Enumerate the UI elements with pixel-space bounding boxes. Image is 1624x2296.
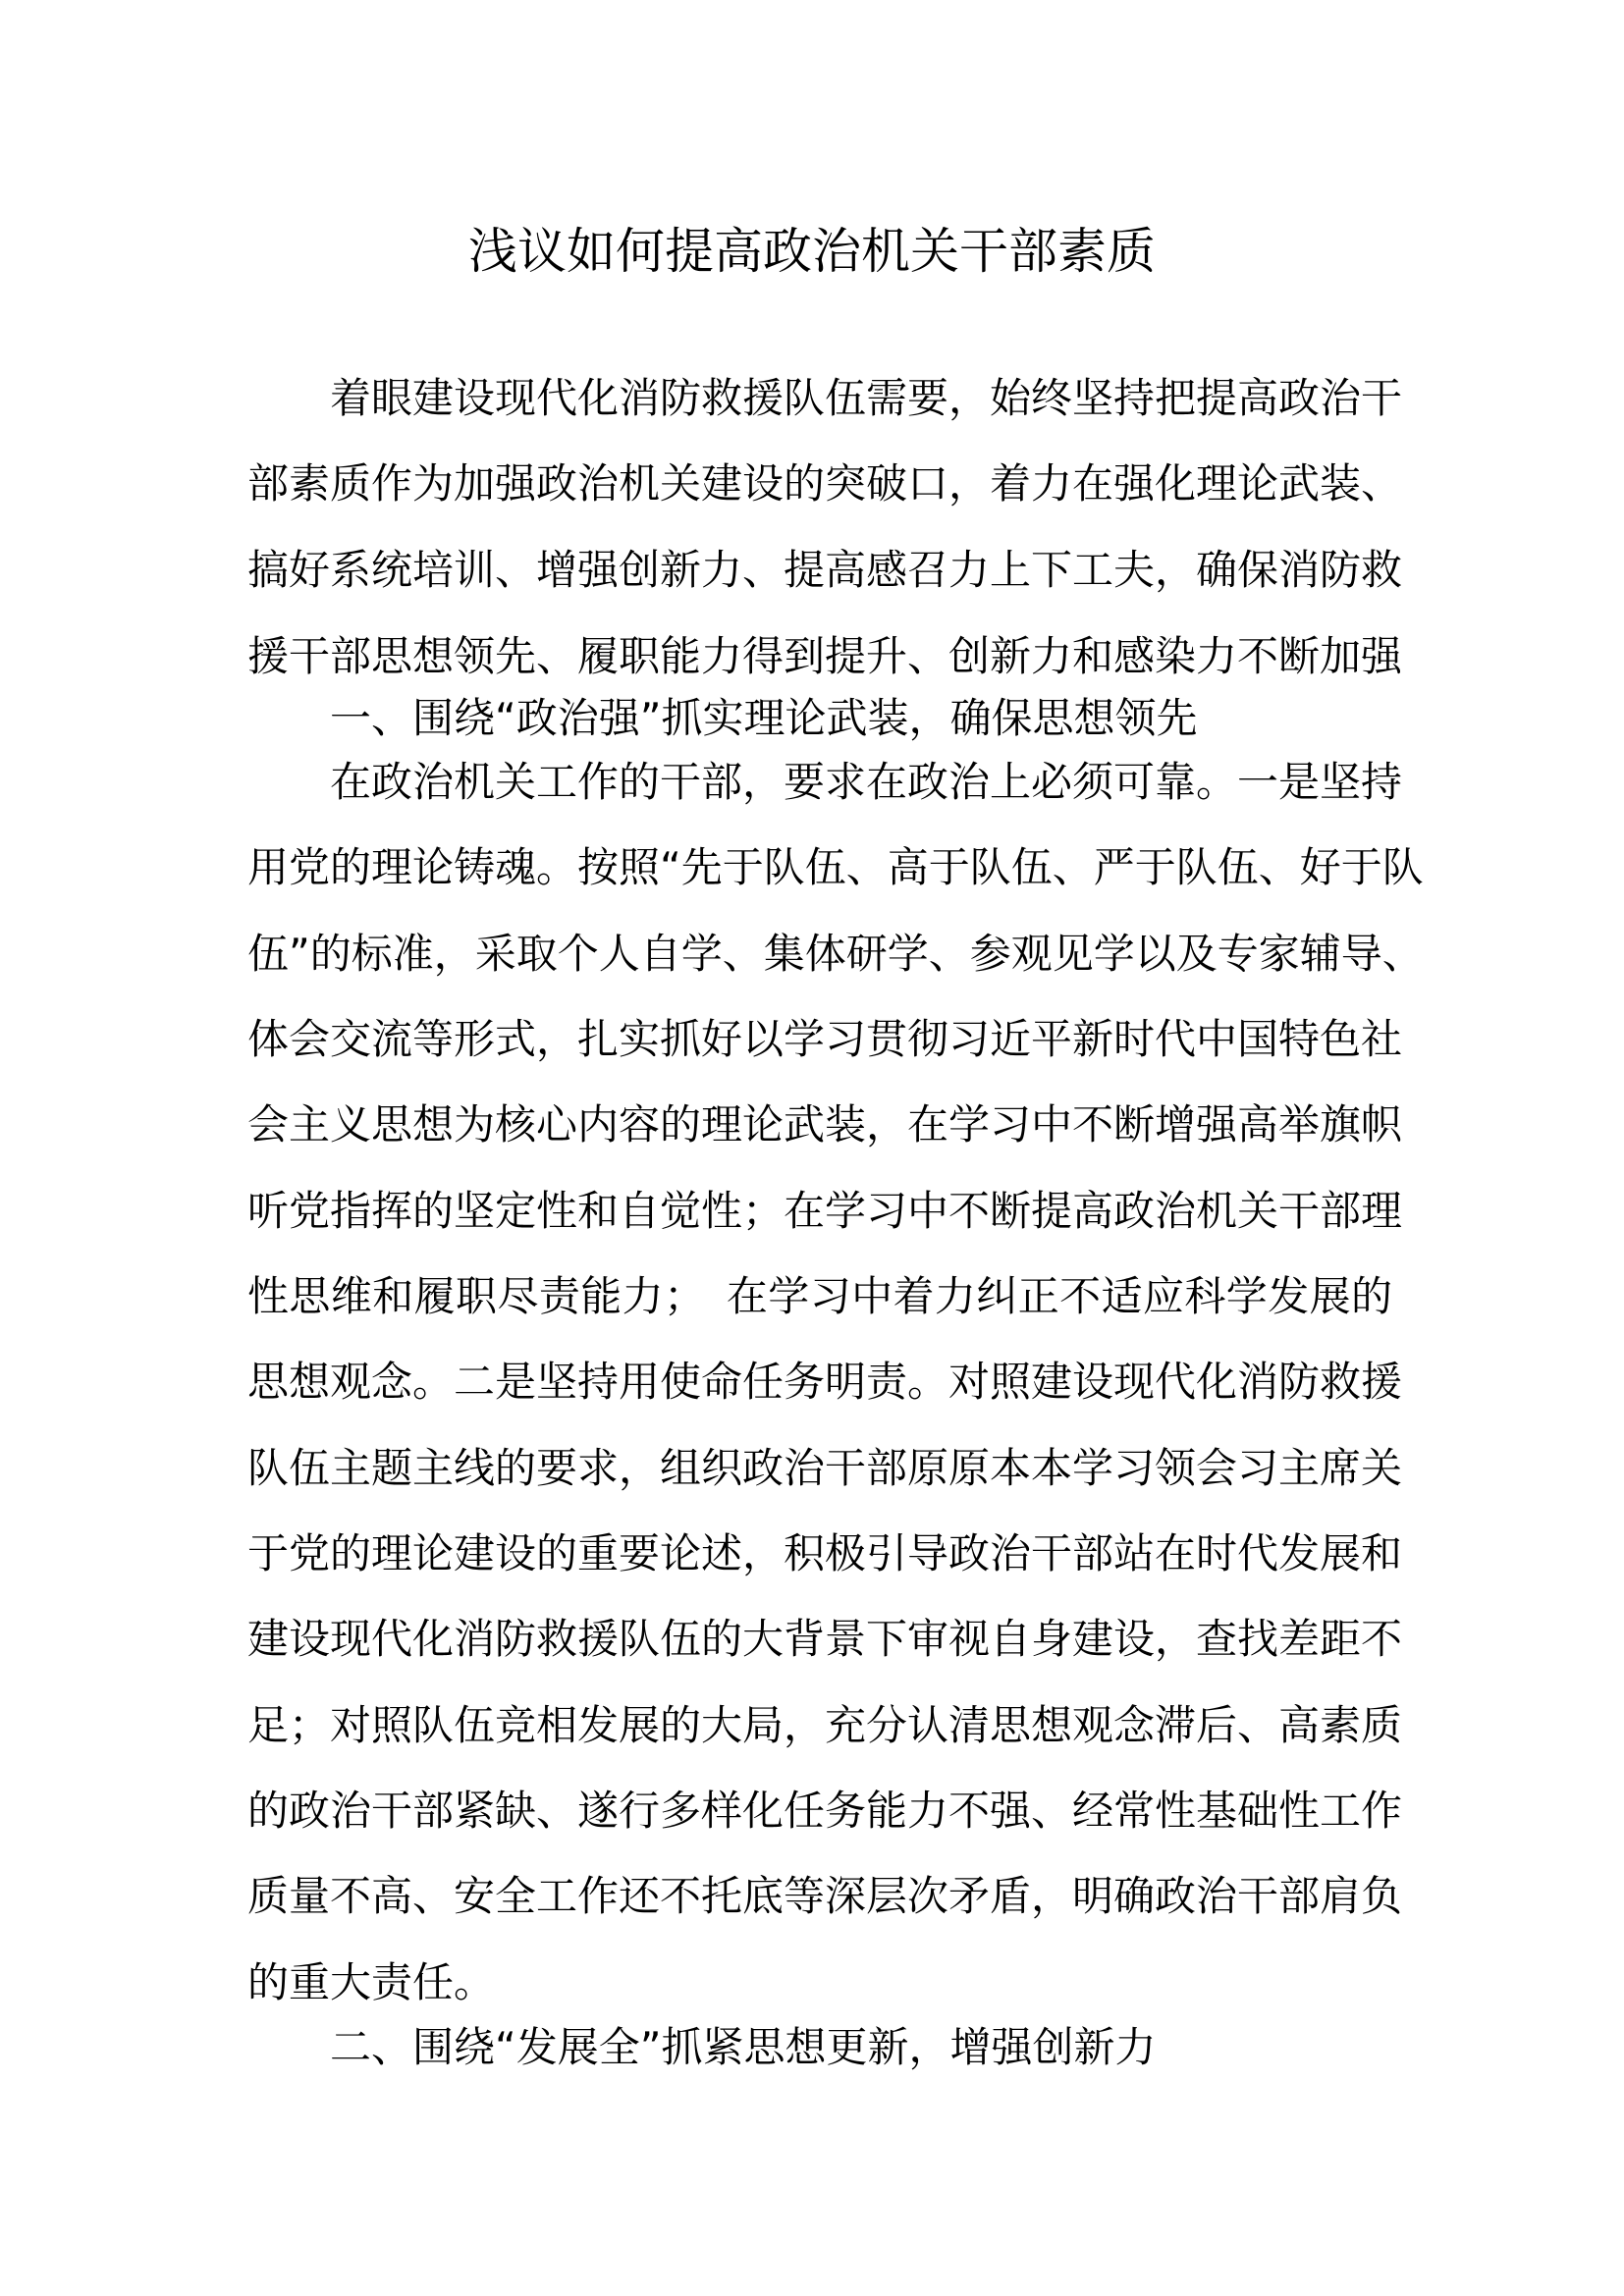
paragraph-line: 着眼建设现代化消防救援队伍需要，始终坚持把提高政治干 — [330, 374, 1403, 422]
paragraph-line: 伍”的标准，采取个人自学、集体研学、参观见学以及专家辅导、 — [247, 930, 1424, 978]
paragraph-line: 队伍主题主线的要求，组织政治干部原原本本学习领会习主席关 — [247, 1444, 1403, 1492]
paragraph-line: 在政治机关工作的干部，要求在政治上必须可靠。一是坚持 — [330, 758, 1403, 806]
paragraph-line: 搞好系统培训、增强创新力、提高感召力上下工夫，确保消防救 — [247, 546, 1403, 594]
paragraph-line: 于党的理论建设的重要论述，积极引导政治干部站在时代发展和 — [247, 1529, 1403, 1577]
document-title: 浅议如何提高政治机关干部素质 — [468, 223, 1156, 280]
paragraph-line: 用党的理论铸魂。按照“先于队伍、高于队伍、严于队伍、好于队 — [247, 843, 1424, 891]
section-heading-1: 一、围绕“政治强”抓实理论武装，确保思想领先 — [330, 694, 1198, 742]
paragraph-line: 的重大责任。 — [247, 1958, 496, 2006]
paragraph-line: 的政治干部紧缺、遂行多样化任务能力不强、经常性基础性工作 — [247, 1787, 1403, 1835]
paragraph-line: 会主义思想为核心内容的理论武装，在学习中不断增强高举旗帜 — [247, 1100, 1403, 1148]
paragraph-line: 部素质作为加强政治机关建设的突破口，着力在强化理论武装、 — [247, 459, 1403, 507]
paragraph-line: 援干部思想领先、履职能力得到提升、创新力和感染力不断加强 — [247, 632, 1403, 680]
paragraph-line: 建设现代化消防救援队伍的大背景下审视自身建设，查找差距不 — [247, 1615, 1403, 1663]
paragraph-line: 质量不高、安全工作还不托底等深层次矛盾，明确政治干部肩负 — [247, 1872, 1403, 1920]
paragraph-line: 听党指挥的坚定性和自觉性；在学习中不断提高政治机关干部理 — [247, 1187, 1403, 1235]
paragraph-line: 足；对照队伍竞相发展的大局，充分认清思想观念滞后、高素质 — [247, 1701, 1403, 1749]
paragraph-line: 性思维和履职尽责能力； 在学习中着力纠正不适应科学发展的 — [247, 1272, 1392, 1320]
section-heading-2: 二、围绕“发展全”抓紧思想更新，增强创新力 — [330, 2023, 1157, 2071]
paragraph-line: 体会交流等形式，扎实抓好以学习贯彻习近平新时代中国特色社 — [247, 1015, 1403, 1063]
paragraph-line: 思想观念。二是坚持用使命任务明责。对照建设现代化消防救援 — [247, 1358, 1403, 1406]
